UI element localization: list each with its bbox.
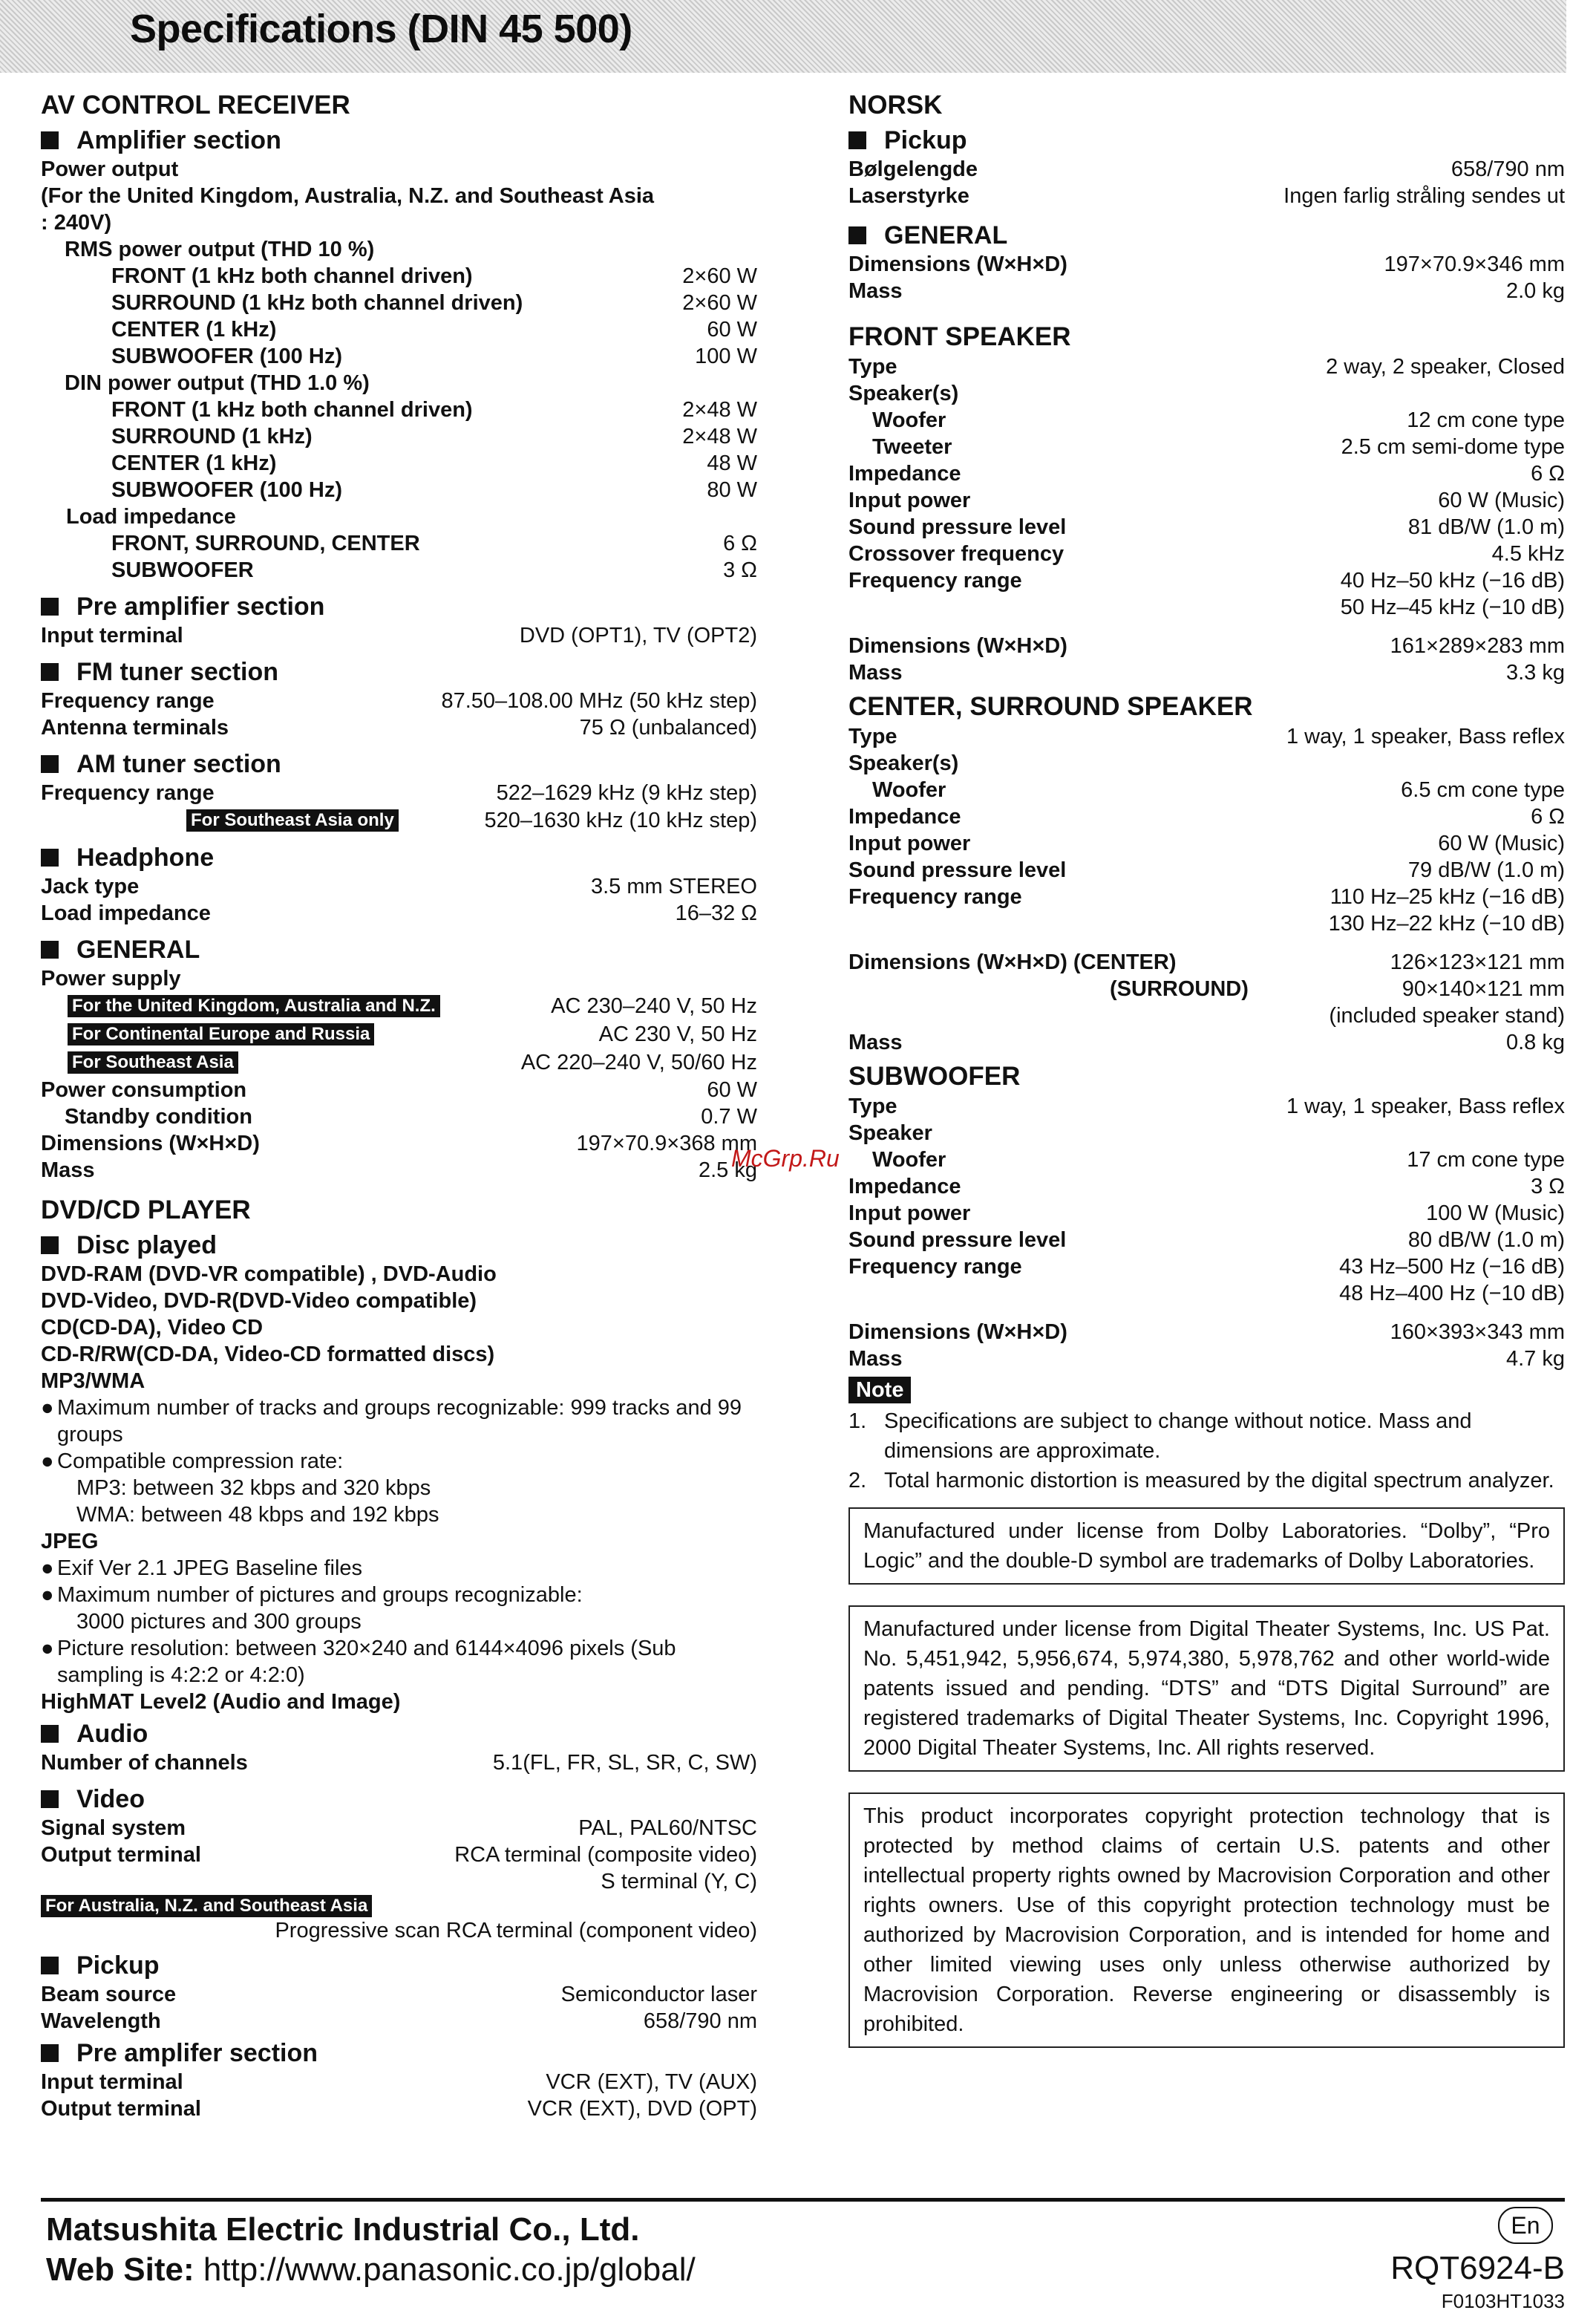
spec-row: Mass 4.7 kg xyxy=(848,1347,1565,1371)
spec-row xyxy=(848,1200,1565,1227)
spec-row xyxy=(41,873,757,900)
spec-row xyxy=(848,541,1565,567)
spec-row: Mass 2.5 kg xyxy=(41,1158,757,1182)
spec-row xyxy=(41,2008,757,2035)
language-badge: En xyxy=(1498,2207,1553,2244)
spec-value: 100 W xyxy=(695,345,757,368)
note-text: Total harmonic distortion is measured by the digital spectrum analyzer. xyxy=(884,1469,1554,1492)
subsection-general: GENERAL xyxy=(41,934,757,965)
spec-value: VCR (EXT), TV (AUX) xyxy=(546,2070,757,2094)
bullet-square-icon xyxy=(848,226,866,244)
spec-row xyxy=(848,567,1565,594)
bullet-item: ● Picture resolution: between 320×240 and 6144×4096 pixels (Sub sampling is 4:2:2 or 4:2:0) xyxy=(41,1637,676,1687)
spec-row xyxy=(848,830,1565,857)
bullet-item: ● Maximum number of tracks and groups recognizable: 999 tracks and 99 groups xyxy=(41,1396,742,1446)
spec-value: 2×48 W xyxy=(682,425,757,448)
footer-divider xyxy=(41,2198,1565,2202)
left-column xyxy=(41,89,757,2122)
spec-label: Mass xyxy=(848,279,903,303)
bullet-item: ● Exif Ver 2.1 JPEG Baseline files xyxy=(41,1556,363,1580)
spec-label: Crossover frequency xyxy=(848,542,1064,566)
website-line xyxy=(46,2251,696,2288)
macrovision-notice-box: This product incorporates copyright protection technology that is protected by method claims of certain U.S. patents and other intellectual property rights owned by Macrovision Corporation and other rights owners. Use of this copyright protection technology must be authorized by Macrovision Corporation, and is intended for home and other limited viewing uses only unless otherwise authorized by Macrovision Corporation. Reverse engineering or disassembly is prohibited. xyxy=(848,1792,1565,2048)
spec-value: 48 W xyxy=(707,451,757,475)
note-text: Specifications are subject to change without notice. Mass and dimensions are approximate. xyxy=(884,1409,1472,1463)
print-code: F0103HT1033 xyxy=(1441,2290,1565,2312)
spec-value: 79 dB/W (1.0 m) xyxy=(1407,858,1565,882)
spec-row: Woofer 17 cm cone type xyxy=(872,1148,1565,1172)
spec-row: 48 Hz–400 Hz (−10 dB) xyxy=(1339,1282,1565,1305)
spec-value: 6 Ω xyxy=(1531,805,1565,829)
spec-row xyxy=(848,1173,1565,1200)
spec-row: Tweeter 2.5 cm semi-dome type xyxy=(872,435,1565,459)
spec-row: Frequency range 522–1629 kHz (9 kHz step) xyxy=(41,781,757,805)
disc-format: DVD-Video, DVD-R(DVD-Video compatible) xyxy=(41,1289,477,1313)
spec-label: Output terminal xyxy=(41,2097,201,2121)
label-load-impedance: Load impedance xyxy=(66,505,236,529)
label-power-output: Power output xyxy=(41,157,179,181)
spec-label: Load impedance xyxy=(41,901,211,925)
header-banner xyxy=(0,0,1566,73)
spec-row: Number of channels 5.1(FL, FR, SL, SR, C, SW) xyxy=(41,1751,757,1775)
disc-format: CD(CD-DA), Video CD xyxy=(41,1316,264,1340)
region-tag: For Australia, N.Z. and Southeast Asia xyxy=(41,1895,372,1917)
spec-label: SURROUND (1 kHz both channel driven) xyxy=(111,291,523,315)
label-region: (For the United Kingdom, Australia, N.Z. and Southeast Asia xyxy=(41,184,655,208)
spec-row: Signal system PAL, PAL60/NTSC xyxy=(41,1816,757,1840)
spec-value: 2×60 W xyxy=(682,264,757,288)
spec-row xyxy=(41,290,757,316)
dts-notice-box: Manufactured under license from Digital Theater Systems, Inc. US Pat. No. 5,451,942, 5,956,674, 5,974,380, 5,978,762 and other world-wide patents issued and pending. “DTS” and “DTS Digital Surround” are registered trademarks of Digital Theater Systems, Inc. Copyright 1996, 2000 Digital Theater Systems, Inc. All rights reserved. xyxy=(848,1605,1565,1772)
bullet-square-icon xyxy=(41,849,59,867)
label-highmat: HighMAT Level2 (Audio and Image) xyxy=(41,1690,401,1714)
spec-value: 658/790 nm xyxy=(1451,157,1565,181)
spec-row: Type 1 way, 1 speaker, Bass reflex xyxy=(848,1094,1565,1118)
bullet-continuation: MP3: between 32 kbps and 320 kbps xyxy=(76,1476,431,1500)
load-spec-list xyxy=(41,530,757,584)
spec-row-region xyxy=(41,1895,757,1917)
bullet-square-icon xyxy=(41,755,59,773)
spec-value: 80 dB/W (1.0 m) xyxy=(1407,1228,1565,1252)
spec-row xyxy=(41,450,757,477)
spec-row: Input terminal DVD (OPT1), TV (OPT2) xyxy=(41,624,757,647)
spec-row xyxy=(41,397,757,423)
general-spec-list xyxy=(848,251,1565,304)
spec-label: SUBWOOFER (100 Hz) xyxy=(111,478,342,502)
dolby-notice-box: Manufactured under license from Dolby Laboratories. “Dolby”, “Pro Logic” and the double-D symbol are trademarks of Dolby Laboratories. xyxy=(848,1507,1565,1585)
website-url[interactable]: http://www.panasonic.co.jp/global/ xyxy=(203,2251,696,2288)
spec-row xyxy=(848,514,1565,541)
bullet-square-icon xyxy=(41,1957,59,1974)
spec-value: 2×60 W xyxy=(682,291,757,315)
spec-value: 80 W xyxy=(707,478,757,502)
din-spec-list xyxy=(41,397,757,503)
spec-row: Dimensions (W×H×D) 197×70.9×368 mm xyxy=(41,1132,757,1155)
spec-value: 40 Hz–50 kHz (−16 dB) xyxy=(1340,569,1565,593)
spec-label: Antenna terminals xyxy=(41,716,229,740)
spec-value: AC 230–240 V, 50 Hz xyxy=(551,994,757,1018)
subsection-fm-tuner: FM tuner section xyxy=(41,656,757,688)
bullet-item: ● Compatible compression rate: xyxy=(41,1449,344,1473)
region-tag: For Continental Europe and Russia xyxy=(68,1023,374,1045)
spec-value: 100 W (Music) xyxy=(1426,1201,1565,1225)
watermark: McGrp.Ru xyxy=(731,1145,840,1172)
spec-row xyxy=(848,1227,1565,1253)
spec-row xyxy=(848,278,1565,304)
spec-label: Sound pressure level xyxy=(848,858,1067,882)
spec-row: 130 Hz–22 kHz (−10 dB) xyxy=(1328,912,1565,936)
spec-value: Semiconductor laser xyxy=(560,1983,757,2006)
spec-row-region xyxy=(41,1048,757,1077)
pre-amp-spec-list xyxy=(41,2069,757,2122)
spec-value: VCR (EXT), DVD (OPT) xyxy=(527,2097,757,2121)
spec-row: Progressive scan RCA terminal (component video) xyxy=(275,1919,757,1942)
label-region-voltage: : 240V) xyxy=(41,211,112,235)
spec-label: Dimensions (W×H×D) xyxy=(848,252,1067,276)
spec-row xyxy=(41,316,757,343)
spec-row xyxy=(41,343,757,370)
subwoofer-spec-list xyxy=(848,1173,1565,1280)
spec-label: SURROUND (1 kHz) xyxy=(111,425,313,448)
section-heading-norsk: NORSK xyxy=(848,91,943,120)
region-tag: For Southeast Asia only xyxy=(186,809,399,832)
bullet-continuation: WMA: between 48 kbps and 192 kbps xyxy=(76,1503,439,1527)
bullet-continuation: 3000 pictures and 300 groups xyxy=(76,1610,362,1634)
norsk-spec-list xyxy=(848,156,1565,209)
section-heading-dvd-player: DVD/CD PLAYER xyxy=(41,1195,251,1224)
bullet-square-icon xyxy=(41,663,59,681)
spec-row xyxy=(848,460,1565,487)
spec-value: 110 Hz–25 kHz (−16 dB) xyxy=(1330,885,1565,909)
section-heading-subwoofer: SUBWOOFER xyxy=(848,1062,1021,1091)
spec-value: 60 W (Music) xyxy=(1438,489,1565,512)
spec-row-region xyxy=(41,1020,757,1048)
subsection-disc-played: Disc played xyxy=(41,1230,757,1261)
spec-value: 43 Hz–500 Hz (−16 dB) xyxy=(1339,1255,1565,1279)
spec-value: 87.50–108.00 MHz (50 kHz step) xyxy=(441,689,757,713)
subsection-pre-amplifier-2: Pre amplifer section xyxy=(41,2038,757,2069)
region-tag: For Southeast Asia xyxy=(68,1051,238,1074)
bullet-square-icon xyxy=(41,131,59,149)
spec-value: 3 Ω xyxy=(1531,1175,1565,1198)
spec-value: 6 Ω xyxy=(1531,462,1565,486)
spec-label: Impedance xyxy=(848,462,961,486)
spec-label: Beam source xyxy=(41,1983,177,2006)
power-supply-list xyxy=(41,992,757,1077)
spec-row xyxy=(848,487,1565,514)
bullet-square-icon xyxy=(41,2044,59,2062)
spec-label: Input power xyxy=(848,489,971,512)
subsection-amplifier: Amplifier section xyxy=(41,125,757,156)
spec-row: Standby condition 0.7 W xyxy=(65,1105,757,1129)
subsection-pre-amplifier: Pre amplifier section xyxy=(41,591,757,622)
disc-format: DVD-RAM (DVD-VR compatible) , DVD-Audio xyxy=(41,1262,497,1286)
spec-value: 3 Ω xyxy=(723,558,757,582)
spec-value: 60 W xyxy=(707,318,757,342)
center-speaker-spec-list xyxy=(848,803,1565,910)
spec-row: Power consumption 60 W xyxy=(41,1078,757,1102)
section-heading-front-speaker: FRONT SPEAKER xyxy=(848,322,1071,351)
spec-row: Dimensions (W×H×D) (CENTER) 126×123×121 mm xyxy=(848,950,1565,974)
spec-row: Type 1 way, 1 speaker, Bass reflex xyxy=(848,725,1565,748)
spec-row xyxy=(41,530,757,557)
spec-row xyxy=(848,1253,1565,1280)
spec-label: Sound pressure level xyxy=(848,1228,1067,1252)
spec-label: Frequency range xyxy=(848,569,1022,593)
spec-value: 4.5 kHz xyxy=(1491,542,1565,566)
spec-value: 197×70.9×346 mm xyxy=(1384,252,1565,276)
spec-value: 2×48 W xyxy=(682,398,757,422)
spec-row xyxy=(848,183,1565,209)
spec-row: Type 2 way, 2 speaker, Closed xyxy=(848,355,1565,379)
spec-value: 75 Ω (unbalanced) xyxy=(579,716,757,740)
section-heading-av-receiver: AV CONTROL RECEIVER xyxy=(41,91,350,120)
page-title: Specifications (DIN 45 500) xyxy=(130,7,632,51)
bullet-square-icon xyxy=(41,1725,59,1743)
label-power-supply: Power supply xyxy=(41,967,181,991)
spec-value: Ingen farlig stråling sendes ut xyxy=(1283,184,1565,208)
spec-row xyxy=(848,156,1565,183)
spec-row xyxy=(41,688,757,714)
spec-label: SUBWOOFER (100 Hz) xyxy=(111,345,342,368)
spec-label: Input terminal xyxy=(41,2070,183,2094)
spec-value: 3.5 mm STEREO xyxy=(591,875,757,898)
spec-value: AC 220–240 V, 50/60 Hz xyxy=(520,1051,757,1074)
spec-row: Output terminal RCA terminal (composite video) xyxy=(41,1843,757,1867)
spec-label: FRONT, SURROUND, CENTER xyxy=(111,532,420,555)
note-item xyxy=(848,1406,1565,1466)
label-speakers: Speaker(s) xyxy=(848,382,959,405)
spec-label: Laserstyrke xyxy=(848,184,969,208)
spec-row xyxy=(41,263,757,290)
spec-row xyxy=(41,1981,757,2008)
bullet-square-icon xyxy=(41,598,59,616)
spec-label: FRONT (1 kHz both channel driven) xyxy=(111,264,473,288)
bullet-square-icon xyxy=(848,131,866,149)
spec-row xyxy=(41,714,757,741)
spec-row-region xyxy=(41,992,757,1020)
headphone-spec-list xyxy=(41,873,757,927)
spec-row-region: For Southeast Asia only 520–1630 kHz (10 kHz step) xyxy=(41,806,757,835)
spec-label: Wavelength xyxy=(41,2009,161,2033)
subsection-general-norsk: GENERAL xyxy=(848,220,1565,251)
bullet-square-icon xyxy=(41,941,59,959)
spec-label: SUBWOOFER xyxy=(111,558,254,582)
spec-row xyxy=(41,2095,757,2122)
spec-label: Frequency range xyxy=(848,885,1022,909)
subsection-pickup: Pickup xyxy=(41,1950,757,1981)
note-number: 2. xyxy=(848,1469,867,1492)
label-speaker: Speaker xyxy=(848,1121,932,1145)
spec-value: AC 230 V, 50 Hz xyxy=(598,1022,757,1046)
spec-value: 81 dB/W (1.0 m) xyxy=(1407,515,1565,539)
spec-label: FRONT (1 kHz both channel driven) xyxy=(111,398,473,422)
spec-row: Dimensions (W×H×D) 160×393×343 mm xyxy=(848,1320,1565,1344)
front-speaker-spec-list xyxy=(848,460,1565,594)
disc-format: CD-R/RW(CD-DA, Video-CD formatted discs) xyxy=(41,1343,495,1366)
spec-row: Mass 3.3 kg xyxy=(848,661,1565,685)
website-label: Web Site: xyxy=(46,2251,194,2288)
spec-row xyxy=(848,884,1565,910)
spec-label: Frequency range xyxy=(848,1255,1022,1279)
spec-label: Bølgelengde xyxy=(848,157,978,181)
spec-value: 60 W (Music) xyxy=(1438,832,1565,855)
spec-row xyxy=(848,251,1565,278)
spec-label: Input power xyxy=(848,832,971,855)
spec-label: Impedance xyxy=(848,805,961,829)
spec-label: Impedance xyxy=(848,1175,961,1198)
label-speakers: Speaker(s) xyxy=(848,751,959,775)
spec-row xyxy=(41,557,757,584)
spec-label: Jack type xyxy=(41,875,140,898)
spec-row xyxy=(41,477,757,503)
right-column xyxy=(848,89,1565,2048)
spec-row: 50 Hz–45 kHz (−10 dB) xyxy=(1340,596,1565,619)
spec-label: Sound pressure level xyxy=(848,515,1067,539)
subsection-pickup-norsk: Pickup xyxy=(848,125,1565,156)
spec-row xyxy=(848,857,1565,884)
spec-row: (SURROUND) 90×140×121 mm xyxy=(1110,977,1565,1001)
label-din-output: DIN power output (THD 1.0 %) xyxy=(65,371,370,395)
rms-spec-list xyxy=(41,263,757,370)
subsection-audio: Audio xyxy=(41,1718,757,1749)
spec-value: 2.0 kg xyxy=(1506,279,1565,303)
spec-row: S terminal (Y, C) xyxy=(601,1870,757,1893)
pickup-spec-list xyxy=(41,1981,757,2035)
spec-row: Mass 0.8 kg xyxy=(848,1031,1565,1054)
bullet-square-icon xyxy=(41,1790,59,1808)
disc-format: MP3/WMA xyxy=(41,1369,145,1393)
spec-row xyxy=(41,900,757,927)
spec-label: Frequency range xyxy=(41,689,215,713)
company-name: Matsushita Electric Industrial Co., Ltd. xyxy=(46,2211,640,2248)
notes-list xyxy=(848,1406,1565,1495)
region-tag: For the United Kingdom, Australia and N.Z. xyxy=(68,995,440,1017)
spec-row: (included speaker stand) xyxy=(1329,1004,1565,1028)
spec-row xyxy=(41,423,757,450)
subsection-am-tuner: AM tuner section xyxy=(41,748,757,780)
spec-row: Woofer 6.5 cm cone type xyxy=(872,778,1565,802)
bullet-item: ● Maximum number of pictures and groups recognizable: xyxy=(41,1583,583,1607)
spec-row xyxy=(41,2069,757,2095)
section-heading-center-surround: CENTER, SURROUND SPEAKER xyxy=(848,692,1253,721)
label-jpeg: JPEG xyxy=(41,1530,99,1553)
spec-label: CENTER (1 kHz) xyxy=(111,451,277,475)
spec-row: Woofer 12 cm cone type xyxy=(872,408,1565,432)
spec-label: CENTER (1 kHz) xyxy=(111,318,277,342)
fm-spec-list xyxy=(41,688,757,741)
subsection-headphone: Headphone xyxy=(41,842,757,873)
spec-value: 6 Ω xyxy=(723,532,757,555)
spec-value: 658/790 nm xyxy=(643,2009,757,2033)
subsection-video: Video xyxy=(41,1784,757,1815)
model-number: RQT6924-B xyxy=(1390,2250,1565,2286)
note-label: Note xyxy=(848,1377,911,1403)
note-number: 1. xyxy=(848,1409,867,1433)
spec-value: 16–32 Ω xyxy=(675,901,757,925)
spec-row xyxy=(848,803,1565,830)
label-rms-output: RMS power output (THD 10 %) xyxy=(65,238,375,261)
note-item xyxy=(848,1466,1565,1495)
spec-label: Input power xyxy=(848,1201,971,1225)
disc-format-list xyxy=(41,1261,757,1394)
bullet-square-icon xyxy=(41,1236,59,1254)
spec-row: Dimensions (W×H×D) 161×289×283 mm xyxy=(848,634,1565,658)
